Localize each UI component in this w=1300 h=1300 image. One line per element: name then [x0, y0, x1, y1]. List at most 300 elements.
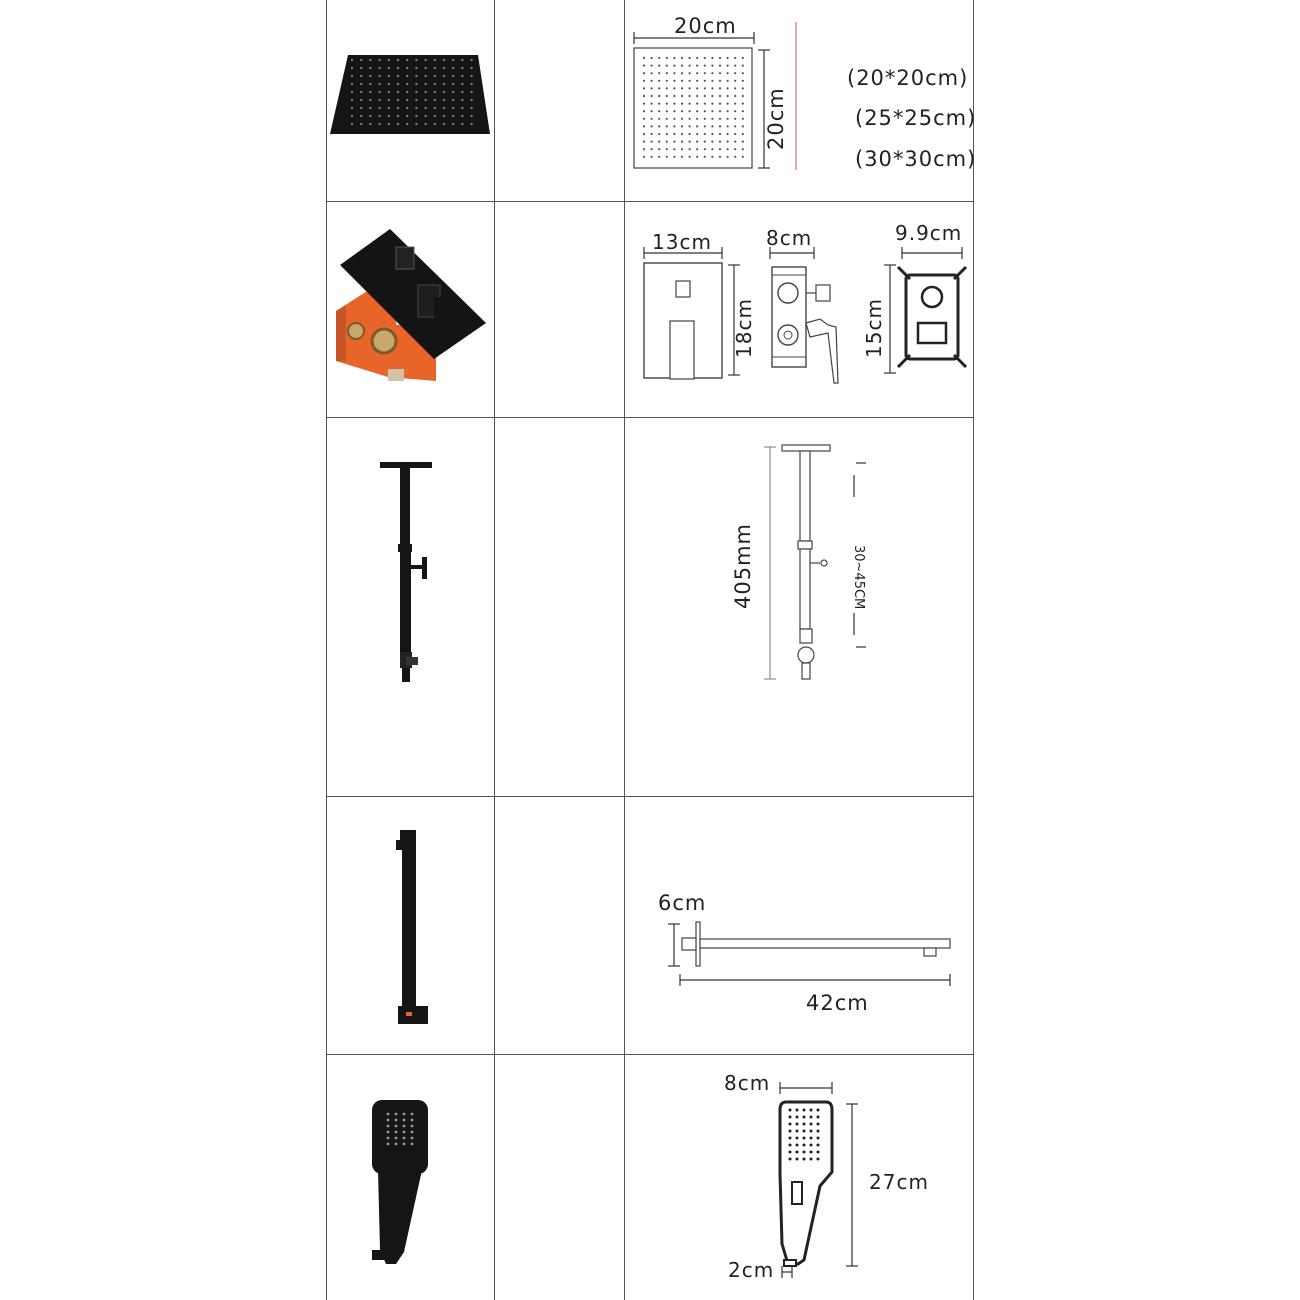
nozzle-dot	[443, 67, 445, 69]
nozzle-dot	[434, 59, 436, 61]
nozzle-dot	[443, 99, 445, 101]
nozzle-dot	[681, 95, 683, 97]
nozzle-dot	[434, 115, 436, 117]
nozzle-dot	[643, 133, 645, 135]
nozzle-dot	[406, 59, 408, 61]
nozzle-dot	[696, 80, 698, 82]
nozzle-dot	[387, 1137, 390, 1140]
nozzle-dot	[415, 59, 417, 61]
nozzle-dot	[388, 91, 390, 93]
nozzle-dot	[415, 91, 417, 93]
nozzle-dot	[719, 148, 721, 150]
nozzle-dot	[452, 115, 454, 117]
nozzle-dot	[425, 83, 427, 85]
nozzle-dot	[796, 1144, 799, 1147]
nozzle-dot	[351, 83, 353, 85]
nozzle-dot	[395, 1113, 398, 1116]
nozzle-dot	[673, 80, 675, 82]
nozzle-dot	[719, 125, 721, 127]
nozzle-dot	[689, 57, 691, 59]
nozzle-dot	[397, 91, 399, 93]
head-height-label: 20cm	[764, 87, 788, 150]
nozzle-dot	[696, 95, 698, 97]
nozzle-dot	[379, 67, 381, 69]
nozzle-dot	[643, 57, 645, 59]
nozzle-dot	[651, 57, 653, 59]
nozzle-dot	[704, 118, 706, 120]
nozzle-dot	[658, 72, 660, 74]
nozzle-dot	[387, 1119, 390, 1122]
nozzle-dot	[704, 87, 706, 89]
nozzle-dot	[711, 141, 713, 143]
nozzle-dot	[471, 59, 473, 61]
nozzle-dot	[379, 107, 381, 109]
nozzle-dot	[704, 125, 706, 127]
nozzle-dot	[696, 65, 698, 67]
nozzle-dot	[810, 1151, 813, 1154]
nozzle-dot	[711, 103, 713, 105]
nozzle-dot	[696, 125, 698, 127]
nozzle-dot	[461, 83, 463, 85]
nozzle-dot	[742, 110, 744, 112]
nozzle-dot	[673, 110, 675, 112]
connector-label: 2cm	[728, 1258, 775, 1282]
nozzle-dot	[711, 118, 713, 120]
nozzle-dot	[411, 1143, 414, 1146]
nozzle-dot	[397, 123, 399, 125]
nozzle-dot	[471, 115, 473, 117]
nozzle-dot	[789, 1130, 792, 1133]
nozzle-dot	[403, 1131, 406, 1134]
nozzle-dot	[387, 1125, 390, 1128]
nozzle-dot	[810, 1137, 813, 1140]
nozzle-dot	[651, 72, 653, 74]
nozzle-dot	[434, 107, 436, 109]
nozzle-dot	[727, 103, 729, 105]
nozzle-dot	[388, 99, 390, 101]
total-length-label: 405mm	[731, 523, 755, 609]
nozzle-dot	[734, 148, 736, 150]
nozzle-dot	[452, 91, 454, 93]
nozzle-dot	[704, 95, 706, 97]
nozzle-dot	[817, 1130, 820, 1133]
nozzle-dot	[727, 87, 729, 89]
nozzle-dot	[403, 1119, 406, 1122]
nozzle-dot	[658, 110, 660, 112]
nozzle-dot	[681, 103, 683, 105]
nozzle-dot	[443, 83, 445, 85]
nozzle-dot	[734, 141, 736, 143]
nozzle-dot	[388, 67, 390, 69]
nozzle-dot	[711, 87, 713, 89]
nozzle-dot	[681, 57, 683, 59]
nozzle-dot	[666, 118, 668, 120]
nozzle-dot	[415, 75, 417, 77]
nozzle-dot	[817, 1158, 820, 1161]
nozzle-dot	[803, 1144, 806, 1147]
nozzle-dot	[369, 99, 371, 101]
nozzle-dot	[434, 67, 436, 69]
nozzle-dot	[425, 123, 427, 125]
nozzle-dot	[711, 110, 713, 112]
nozzle-dot	[810, 1109, 813, 1112]
nozzle-dot	[434, 91, 436, 93]
nozzle-dot	[406, 75, 408, 77]
nozzle-dot	[411, 1137, 414, 1140]
nozzle-dot	[397, 59, 399, 61]
nozzle-dot	[689, 87, 691, 89]
nozzle-dot	[711, 95, 713, 97]
nozzle-dot	[434, 75, 436, 77]
nozzle-dot	[406, 107, 408, 109]
nozzle-dot	[666, 125, 668, 127]
grid-line	[494, 0, 495, 1300]
nozzle-dot	[452, 123, 454, 125]
nozzle-dot	[461, 115, 463, 117]
nozzle-dot	[727, 141, 729, 143]
nozzle-dot	[461, 123, 463, 125]
nozzle-dot	[727, 125, 729, 127]
nozzle-dot	[696, 57, 698, 59]
nozzle-dot	[425, 115, 427, 117]
nozzle-dot	[351, 107, 353, 109]
nozzle-dot	[734, 65, 736, 67]
nozzle-dot	[452, 67, 454, 69]
nozzle-dot	[471, 99, 473, 101]
nozzle-dot	[711, 57, 713, 59]
nozzle-dot	[425, 75, 427, 77]
nozzle-dot	[696, 156, 698, 158]
flange-label: 6cm	[658, 891, 707, 915]
plate-height-label: 18cm	[732, 298, 756, 358]
nozzle-dot	[803, 1158, 806, 1161]
ceiling-arm-drawing	[624, 417, 974, 796]
nozzle-dot	[360, 67, 362, 69]
nozzle-dot	[696, 141, 698, 143]
nozzle-dot	[406, 91, 408, 93]
nozzle-dot	[387, 1113, 390, 1116]
nozzle-dot	[734, 118, 736, 120]
nozzle-dot	[379, 91, 381, 93]
nozzle-dot	[727, 72, 729, 74]
nozzle-dot	[360, 83, 362, 85]
nozzle-dot	[810, 1130, 813, 1133]
nozzle-dot	[742, 118, 744, 120]
nozzle-dot	[704, 65, 706, 67]
nozzle-dot	[411, 1119, 414, 1122]
nozzle-dot	[689, 110, 691, 112]
nozzle-dot	[704, 72, 706, 74]
nozzle-dot	[425, 107, 427, 109]
nozzle-dot	[461, 107, 463, 109]
nozzle-dot	[379, 83, 381, 85]
nozzle-dot	[711, 156, 713, 158]
nozzle-dot	[643, 103, 645, 105]
nozzle-dot	[643, 148, 645, 150]
nozzle-dot	[681, 72, 683, 74]
nozzle-dot	[369, 107, 371, 109]
nozzle-dot	[689, 72, 691, 74]
nozzle-dot	[666, 133, 668, 135]
nozzle-dot	[689, 80, 691, 82]
nozzle-dot	[651, 95, 653, 97]
nozzle-dot	[689, 141, 691, 143]
nozzle-dot	[369, 67, 371, 69]
nozzle-dot	[369, 91, 371, 93]
nozzle-dot	[643, 125, 645, 127]
nozzle-dot	[696, 103, 698, 105]
nozzle-dot	[395, 1131, 398, 1134]
nozzle-dot	[681, 148, 683, 150]
nozzle-dot	[461, 91, 463, 93]
nozzle-dot	[643, 118, 645, 120]
nozzle-dot	[796, 1109, 799, 1112]
nozzle-dot	[810, 1116, 813, 1119]
nozzle-dot	[727, 95, 729, 97]
nozzle-dot	[415, 99, 417, 101]
nozzle-dot	[397, 115, 399, 117]
nozzle-dot	[742, 87, 744, 89]
nozzle-dot	[719, 87, 721, 89]
nozzle-dot	[810, 1144, 813, 1147]
nozzle-dot	[395, 1119, 398, 1122]
nozzle-dot	[673, 118, 675, 120]
nozzle-dot	[379, 75, 381, 77]
nozzle-dot	[704, 57, 706, 59]
nozzle-dot	[388, 123, 390, 125]
nozzle-dot	[658, 65, 660, 67]
nozzle-dot	[734, 110, 736, 112]
nozzle-dot	[643, 156, 645, 158]
nozzle-dot	[742, 141, 744, 143]
nozzle-dot	[704, 133, 706, 135]
ceiling-arm-photo	[326, 417, 494, 796]
nozzle-dot	[673, 87, 675, 89]
nozzle-dot	[425, 59, 427, 61]
nozzle-dot	[711, 65, 713, 67]
nozzle-dot	[704, 110, 706, 112]
nozzle-dot	[415, 123, 417, 125]
nozzle-dot	[651, 87, 653, 89]
nozzle-dot	[651, 141, 653, 143]
nozzle-dot	[817, 1109, 820, 1112]
nozzle-dot	[796, 1137, 799, 1140]
nozzle-dot	[696, 110, 698, 112]
nozzle-dot	[803, 1151, 806, 1154]
adjust-range-label: 30~45CM	[851, 545, 866, 610]
nozzle-dot	[789, 1158, 792, 1161]
nozzle-dot	[689, 65, 691, 67]
nozzle-dot	[711, 125, 713, 127]
nozzle-dot	[425, 67, 427, 69]
nozzle-dot	[666, 72, 668, 74]
nozzle-dot	[452, 107, 454, 109]
nozzle-dot	[471, 107, 473, 109]
nozzle-dot	[727, 80, 729, 82]
nozzle-dot	[719, 57, 721, 59]
nozzle-dot	[387, 1143, 390, 1146]
nozzle-dot	[719, 65, 721, 67]
nozzle-dot	[789, 1116, 792, 1119]
nozzle-dot	[369, 83, 371, 85]
hand-shower-photo	[326, 1054, 494, 1300]
nozzle-dot	[658, 141, 660, 143]
nozzle-dot	[461, 59, 463, 61]
nozzle-dot	[719, 72, 721, 74]
nozzle-dot	[817, 1144, 820, 1147]
nozzle-dot	[397, 107, 399, 109]
nozzle-dot	[719, 103, 721, 105]
nozzle-dot	[369, 75, 371, 77]
nozzle-dot	[651, 103, 653, 105]
nozzle-dot	[666, 57, 668, 59]
nozzle-dot	[406, 123, 408, 125]
nozzle-dot	[471, 67, 473, 69]
nozzle-dot	[727, 148, 729, 150]
nozzle-dot	[411, 1125, 414, 1128]
nozzle-dot	[406, 83, 408, 85]
nozzle-dot	[789, 1144, 792, 1147]
nozzle-dot	[742, 80, 744, 82]
nozzle-dot	[719, 141, 721, 143]
nozzle-dot	[803, 1130, 806, 1133]
diverter-valve-photo	[326, 201, 494, 417]
nozzle-dot	[658, 57, 660, 59]
nozzle-dot	[689, 133, 691, 135]
nozzle-dot	[734, 72, 736, 74]
nozzle-dot	[434, 123, 436, 125]
nozzle-dot	[696, 118, 698, 120]
nozzle-dot	[415, 115, 417, 117]
nozzle-dot	[681, 87, 683, 89]
nozzle-dot	[681, 65, 683, 67]
nozzle-dot	[415, 107, 417, 109]
nozzle-dot	[387, 1131, 390, 1134]
nozzle-dot	[742, 57, 744, 59]
nozzle-dot	[696, 87, 698, 89]
nozzle-dot	[425, 91, 427, 93]
nozzle-dot	[734, 57, 736, 59]
nozzle-dot	[810, 1158, 813, 1161]
box-width-label: 9.9cm	[895, 221, 963, 245]
hand-head-width-label: 8cm	[724, 1071, 771, 1095]
nozzle-dot	[673, 133, 675, 135]
nozzle-dot	[789, 1109, 792, 1112]
nozzle-dot	[719, 95, 721, 97]
nozzle-dot	[727, 133, 729, 135]
nozzle-dot	[681, 118, 683, 120]
nozzle-dot	[395, 1125, 398, 1128]
nozzle-dot	[643, 80, 645, 82]
arm-length-label: 42cm	[806, 991, 869, 1015]
nozzle-dot	[379, 115, 381, 117]
nozzle-dot	[666, 110, 668, 112]
nozzle-dot	[643, 72, 645, 74]
nozzle-dot	[643, 65, 645, 67]
nozzle-dot	[796, 1151, 799, 1154]
nozzle-dot	[351, 75, 353, 77]
nozzle-dot	[360, 91, 362, 93]
nozzle-dot	[666, 87, 668, 89]
nozzle-dot	[658, 148, 660, 150]
nozzle-dot	[351, 59, 353, 61]
nozzle-dot	[369, 123, 371, 125]
nozzle-dot	[651, 110, 653, 112]
nozzle-dot	[406, 67, 408, 69]
nozzle-dot	[796, 1158, 799, 1161]
nozzle-dot	[696, 148, 698, 150]
nozzle-dot	[734, 87, 736, 89]
nozzle-dot	[643, 87, 645, 89]
wall-arm-photo	[326, 796, 494, 1054]
nozzle-dot	[734, 80, 736, 82]
nozzle-dot	[434, 83, 436, 85]
nozzle-dot	[789, 1151, 792, 1154]
nozzle-dot	[360, 59, 362, 61]
nozzle-dot	[734, 133, 736, 135]
nozzle-dot	[379, 123, 381, 125]
nozzle-dot	[817, 1123, 820, 1126]
nozzle-dot	[666, 95, 668, 97]
nozzle-dot	[360, 75, 362, 77]
nozzle-dot	[681, 156, 683, 158]
box-height-label: 15cm	[862, 298, 886, 358]
nozzle-dot	[719, 133, 721, 135]
nozzle-dot	[443, 107, 445, 109]
nozzle-dot	[673, 125, 675, 127]
nozzle-dot	[403, 1113, 406, 1116]
nozzle-dot	[742, 103, 744, 105]
nozzle-dot	[719, 118, 721, 120]
nozzle-dot	[388, 59, 390, 61]
nozzle-dot	[789, 1137, 792, 1140]
nozzle-dot	[704, 148, 706, 150]
nozzle-dot	[403, 1125, 406, 1128]
nozzle-dot	[658, 80, 660, 82]
nozzle-dot	[643, 110, 645, 112]
nozzle-dot	[711, 80, 713, 82]
nozzle-dot	[673, 103, 675, 105]
nozzle-dot	[643, 95, 645, 97]
nozzle-dot	[651, 118, 653, 120]
head-width-label: 20cm	[674, 14, 737, 38]
side-depth-label: 8cm	[766, 226, 813, 250]
hand-length-label: 27cm	[869, 1170, 929, 1194]
nozzle-dot	[471, 83, 473, 85]
nozzle-dot	[719, 156, 721, 158]
nozzle-dot	[803, 1137, 806, 1140]
nozzle-dot	[796, 1130, 799, 1133]
nozzle-dot	[434, 99, 436, 101]
nozzle-dot	[689, 148, 691, 150]
nozzle-dot	[443, 123, 445, 125]
nozzle-dot	[411, 1113, 414, 1116]
nozzle-dot	[727, 118, 729, 120]
nozzle-dot	[817, 1116, 820, 1119]
nozzle-dot	[351, 115, 353, 117]
nozzle-dot	[666, 103, 668, 105]
nozzle-dot	[666, 65, 668, 67]
nozzle-dot	[403, 1137, 406, 1140]
nozzle-dot	[711, 148, 713, 150]
nozzle-dot	[742, 95, 744, 97]
nozzle-dot	[696, 72, 698, 74]
nozzle-dot	[388, 115, 390, 117]
nozzle-dot	[681, 133, 683, 135]
nozzle-dot	[471, 91, 473, 93]
nozzle-dot	[395, 1137, 398, 1140]
nozzle-dot	[411, 1131, 414, 1134]
